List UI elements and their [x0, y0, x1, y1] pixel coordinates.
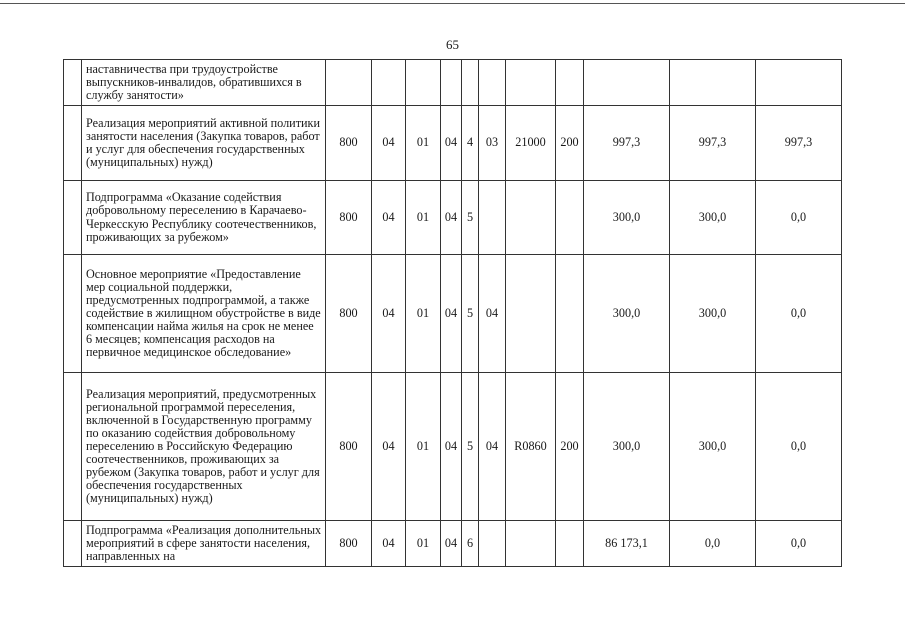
cell-pr: 01: [406, 106, 441, 181]
cell-p2: 4: [462, 106, 479, 181]
cell-p1: 04: [441, 181, 462, 255]
cell-p3: 04: [479, 255, 506, 373]
cell-sum2: 300,0: [670, 373, 756, 521]
cell-ved: 800: [326, 521, 372, 567]
cell-ved: 800: [326, 255, 372, 373]
cell-sum2: [670, 60, 756, 106]
cell-ved: [326, 60, 372, 106]
budget-table: [63, 59, 842, 567]
table-row: [64, 373, 842, 521]
cell-sum3: 0,0: [756, 521, 842, 567]
cell-p1: 04: [441, 255, 462, 373]
cell-p3: [479, 60, 506, 106]
cell-p2: 5: [462, 255, 479, 373]
cell-p1: 04: [441, 373, 462, 521]
cell-sum2: 300,0: [670, 181, 756, 255]
cell-sum1: [584, 60, 670, 106]
cell-ved: 800: [326, 181, 372, 255]
row-index-cell: [64, 106, 82, 181]
budget-table-body: [64, 60, 842, 567]
row-index-cell: [64, 255, 82, 373]
cell-sum1: 86 173,1: [584, 521, 670, 567]
cell-p2: 5: [462, 181, 479, 255]
row-index-cell: [64, 60, 82, 106]
page-top-edge: [0, 3, 905, 4]
cell-sum3: 0,0: [756, 181, 842, 255]
table-row: [64, 181, 842, 255]
cell-vr: 200: [556, 106, 584, 181]
cell-rz: 04: [372, 106, 406, 181]
cell-vr: 200: [556, 373, 584, 521]
cell-rz: 04: [372, 255, 406, 373]
cell-sum1: 300,0: [584, 181, 670, 255]
cell-p4: [506, 255, 556, 373]
cell-vr: [556, 60, 584, 106]
cell-name: Реализация мероприятий активной политики занятости населения (Закупка товаров, работ и услуг для обеспечения государственных (муниципальных) нужд): [82, 106, 326, 181]
cell-sum2: 300,0: [670, 255, 756, 373]
cell-p2: [462, 60, 479, 106]
page-number: 65: [446, 37, 459, 52]
cell-p2: 5: [462, 373, 479, 521]
cell-vr: [556, 521, 584, 567]
cell-ved: 800: [326, 106, 372, 181]
cell-name: наставничества при трудоустройстве выпускников-инвалидов, обратившихся в службу занятости»: [82, 60, 326, 106]
row-index-cell: [64, 181, 82, 255]
table-row: [64, 60, 842, 106]
cell-p1: [441, 60, 462, 106]
cell-name: Основное мероприятие «Предоставление мер социальной поддержки, предусмотренных подпрограммой, а также содействие в жилищном обустройстве в виде компенсации найма жилья на срок не менее 6 месяцев; компенсация расходов на первичное медицинское обследование»: [82, 255, 326, 373]
cell-name: Подпрограмма «Оказание содействия добровольному переселению в Карачаево-Черкесскую Республику соотечественников, проживающих за рубежом»: [82, 181, 326, 255]
cell-p3: [479, 521, 506, 567]
cell-p3: 03: [479, 106, 506, 181]
cell-ved: 800: [326, 373, 372, 521]
cell-rz: 04: [372, 181, 406, 255]
table-row: [64, 106, 842, 181]
cell-name: Реализация мероприятий, предусмотренных региональной программой переселения, включенной в Государственную программу по оказанию содействия добровольному переселению в Российскую Федерацию соотечественников, проживающих за рубежом (Закупка товаров, работ и услуг для обеспечения государственных (муниципальных) нужд): [82, 373, 326, 521]
cell-p4: [506, 181, 556, 255]
cell-pr: 01: [406, 521, 441, 567]
cell-p1: 04: [441, 521, 462, 567]
cell-vr: [556, 181, 584, 255]
cell-rz: 04: [372, 373, 406, 521]
cell-rz: [372, 60, 406, 106]
table-row: [64, 521, 842, 567]
table-row: [64, 255, 842, 373]
cell-p4: [506, 521, 556, 567]
cell-pr: 01: [406, 373, 441, 521]
cell-p2: 6: [462, 521, 479, 567]
cell-pr: 01: [406, 255, 441, 373]
cell-sum1: 300,0: [584, 255, 670, 373]
row-index-cell: [64, 521, 82, 567]
cell-sum1: 300,0: [584, 373, 670, 521]
cell-p4: 21000: [506, 106, 556, 181]
cell-vr: [556, 255, 584, 373]
cell-pr: [406, 60, 441, 106]
cell-p1: 04: [441, 106, 462, 181]
cell-p3: 04: [479, 373, 506, 521]
cell-p3: [479, 181, 506, 255]
row-index-cell: [64, 373, 82, 521]
cell-sum3: 997,3: [756, 106, 842, 181]
cell-sum3: 0,0: [756, 255, 842, 373]
cell-rz: 04: [372, 521, 406, 567]
cell-p4: [506, 60, 556, 106]
cell-pr: 01: [406, 181, 441, 255]
cell-p4: R0860: [506, 373, 556, 521]
cell-sum1: 997,3: [584, 106, 670, 181]
cell-name: Подпрограмма «Реализация дополнительных мероприятий в сфере занятости населения, направленных на: [82, 521, 326, 567]
cell-sum3: [756, 60, 842, 106]
cell-sum3: 0,0: [756, 373, 842, 521]
cell-sum2: 0,0: [670, 521, 756, 567]
cell-sum2: 997,3: [670, 106, 756, 181]
